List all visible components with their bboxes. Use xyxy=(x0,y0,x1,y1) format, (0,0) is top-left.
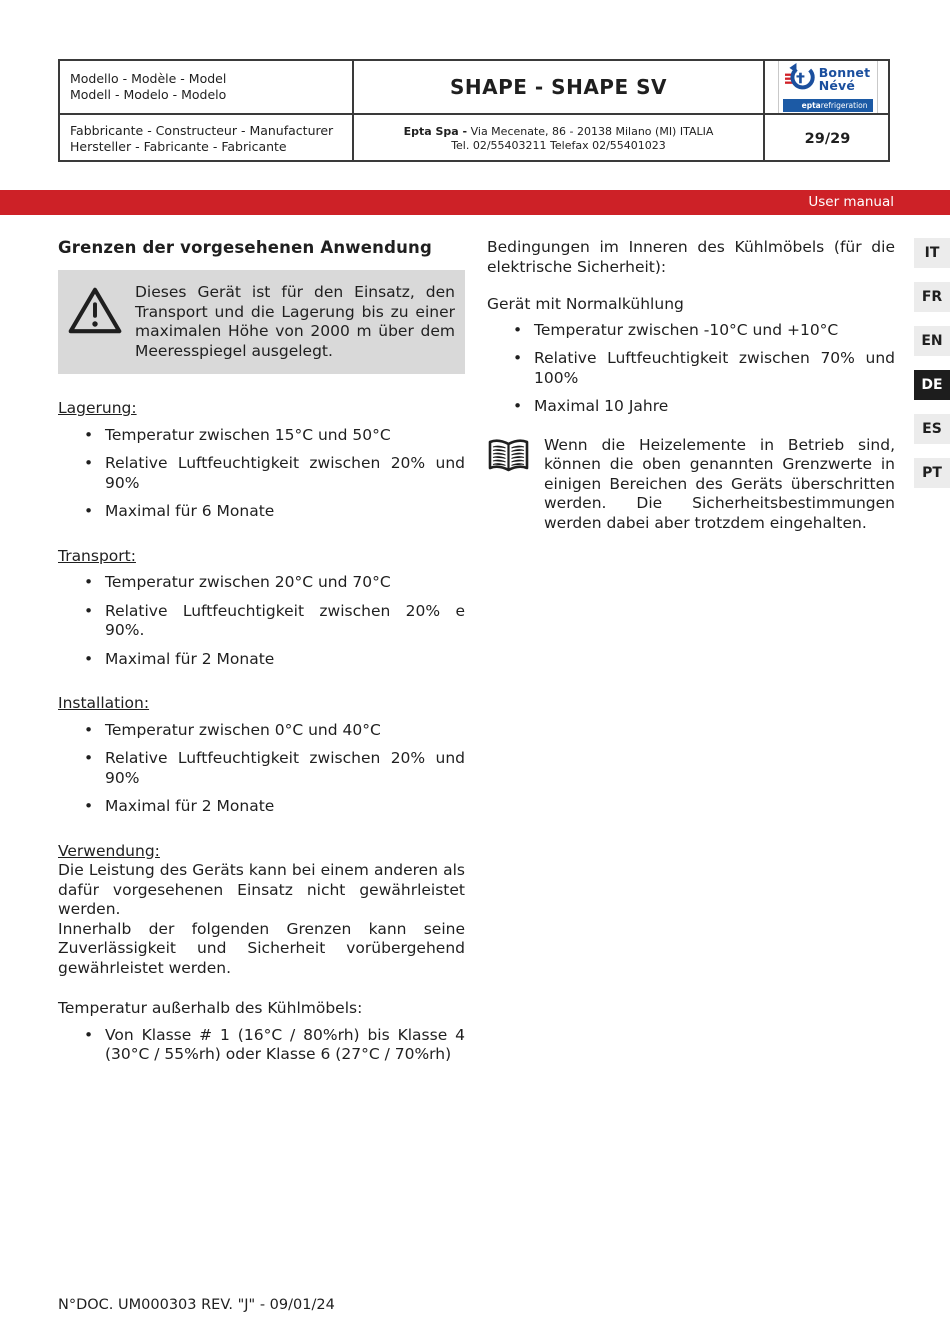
banner-label: User manual xyxy=(808,194,894,210)
list-item: • Temperatur zwischen 15°C und 50°C xyxy=(105,426,465,446)
model-label-line2: Modell - Modelo - Modelo xyxy=(70,87,227,102)
list-item: • Temperatur zwischen 20°C und 70°C xyxy=(105,573,465,593)
language-tab-bar xyxy=(914,238,950,502)
logo-cell xyxy=(765,61,890,115)
heading-lagerung: Lagerung: xyxy=(58,399,137,417)
brand-line1: Bonnet xyxy=(818,65,871,80)
language-tab-it[interactable]: IT xyxy=(914,238,950,268)
language-tab-pt[interactable]: PT xyxy=(914,458,950,488)
note-text: Wenn die Heizelemente in Betrieb sind, können die oben genannten Grenzwerte in einigen Bereichen des Geräts überschritten werden. Die Sicherheitsbestimmungen werden dabei aber trotzdem eingehalten. xyxy=(544,435,895,532)
heading-installation: Installation: xyxy=(58,694,150,712)
list-item: • Temperatur zwischen -10°C und +10°C xyxy=(534,321,895,341)
normalkuehlung-list xyxy=(487,321,895,417)
open-book-icon xyxy=(487,436,530,479)
company-address: Via Mecenate, 86 - 20138 Milano (MI) ITALIA xyxy=(467,124,714,138)
company-name: Epta Spa - xyxy=(403,124,468,138)
list-item: • Von Klasse # 1 (16°C / 80%rh) bis Klasse 4 (30°C / 55%rh) oder Klasse 6 (27°C / 70%rh) xyxy=(105,1026,465,1065)
heading-transport: Transport: xyxy=(58,546,136,565)
product-title: SHAPE - SHAPE SV xyxy=(450,75,667,99)
product-title-cell xyxy=(354,61,765,115)
warning-text: Dieses Gerät ist für den Einsatz, den Transport und die Lagerung bis zu einer maximalen Höhe von 2000 m über dem Meeresspiegel ausgelegt. xyxy=(135,283,455,360)
list-item: • Temperatur zwischen 0°C und 40°C xyxy=(105,721,465,741)
epta-bar-bold: epta xyxy=(801,100,821,110)
user-manual-banner xyxy=(0,190,950,215)
manufacturer-label-cell xyxy=(60,115,354,162)
right-column xyxy=(487,238,895,533)
left-column xyxy=(58,238,465,1074)
doc-reference: N°DOC. UM000303 REV. "J" - 09/01/24 xyxy=(58,1297,335,1313)
manufacturer-label-line1: Fabbricante - Constructeur - Manufacturer xyxy=(70,122,334,138)
language-tab-en[interactable]: EN xyxy=(914,326,950,356)
list-item: • Relative Luftfeuchtigkeit zwischen 20% und 90% xyxy=(105,454,465,493)
bonnet-neve-logo xyxy=(778,61,878,115)
right-subheading: Gerät mit Normalkühlung xyxy=(487,295,684,313)
page-number: 29/29 xyxy=(804,130,851,147)
section-title: Grenzen der vorgesehenen Anwendung xyxy=(58,238,433,257)
brand-line2: Névé xyxy=(818,77,856,93)
list-item: • Maximal für 2 Monate xyxy=(105,650,465,670)
list-item: • Relative Luftfeuchtigkeit zwischen 70% und 100% xyxy=(534,349,895,388)
outside-temp-list xyxy=(58,1026,465,1065)
company-cell xyxy=(354,115,765,162)
verwendung-paragraph-1: Die Leistung des Geräts kann bei einem anderen als dafür vorgesehenen Einsatz nicht gewährleistet werden. xyxy=(58,861,465,918)
list-item: • Maximal für 2 Monate xyxy=(105,797,465,817)
page-number-cell xyxy=(765,115,890,162)
brand-text xyxy=(819,67,871,92)
warning-triangle-icon xyxy=(68,283,122,339)
manufacturer-label-line2: Hersteller - Fabricante - Fabricante xyxy=(70,138,287,154)
list-item: • Relative Luftfeuchtigkeit zwischen 20% und 90% xyxy=(105,749,465,788)
header-table xyxy=(58,59,890,162)
epta-refrigeration-bar xyxy=(783,99,873,112)
model-label-cell xyxy=(60,61,354,115)
lagerung-list xyxy=(58,426,465,522)
language-tab-es[interactable]: ES xyxy=(914,414,950,444)
heading-verwendung: Verwendung: xyxy=(58,841,160,860)
model-label-line1: Modello - Modèle - Model xyxy=(70,71,227,86)
right-intro: Bedingungen im Inneren des Kühlmöbels (für die elektrische Sicherheit): xyxy=(487,238,895,276)
company-address-line xyxy=(354,125,763,139)
list-item: • Relative Luftfeuchtigkeit zwischen 20% e 90%. xyxy=(105,602,465,641)
installation-list xyxy=(58,721,465,817)
epta-bar-rest: refrigeration xyxy=(820,100,868,110)
bonnet-neve-globe-icon xyxy=(785,63,815,97)
list-item: • Maximal 10 Jahre xyxy=(534,397,895,417)
note-box xyxy=(487,436,895,534)
company-tel: Tel. 02/55403211 Telefax 02/55401023 xyxy=(451,138,666,152)
transport-list xyxy=(58,573,465,669)
language-tab-de[interactable]: DE xyxy=(914,370,950,400)
outside-temp-intro: Temperatur außerhalb des Kühlmöbels: xyxy=(58,999,363,1017)
language-tab-fr[interactable]: FR xyxy=(914,282,950,312)
warning-box xyxy=(58,270,465,374)
verwendung-paragraph-2: Innerhalb der folgenden Grenzen kann seine Zuverlässigkeit und Sicherheit vorübergehend gewährleistet werden. xyxy=(58,919,465,977)
list-item: • Maximal für 6 Monate xyxy=(105,502,465,522)
